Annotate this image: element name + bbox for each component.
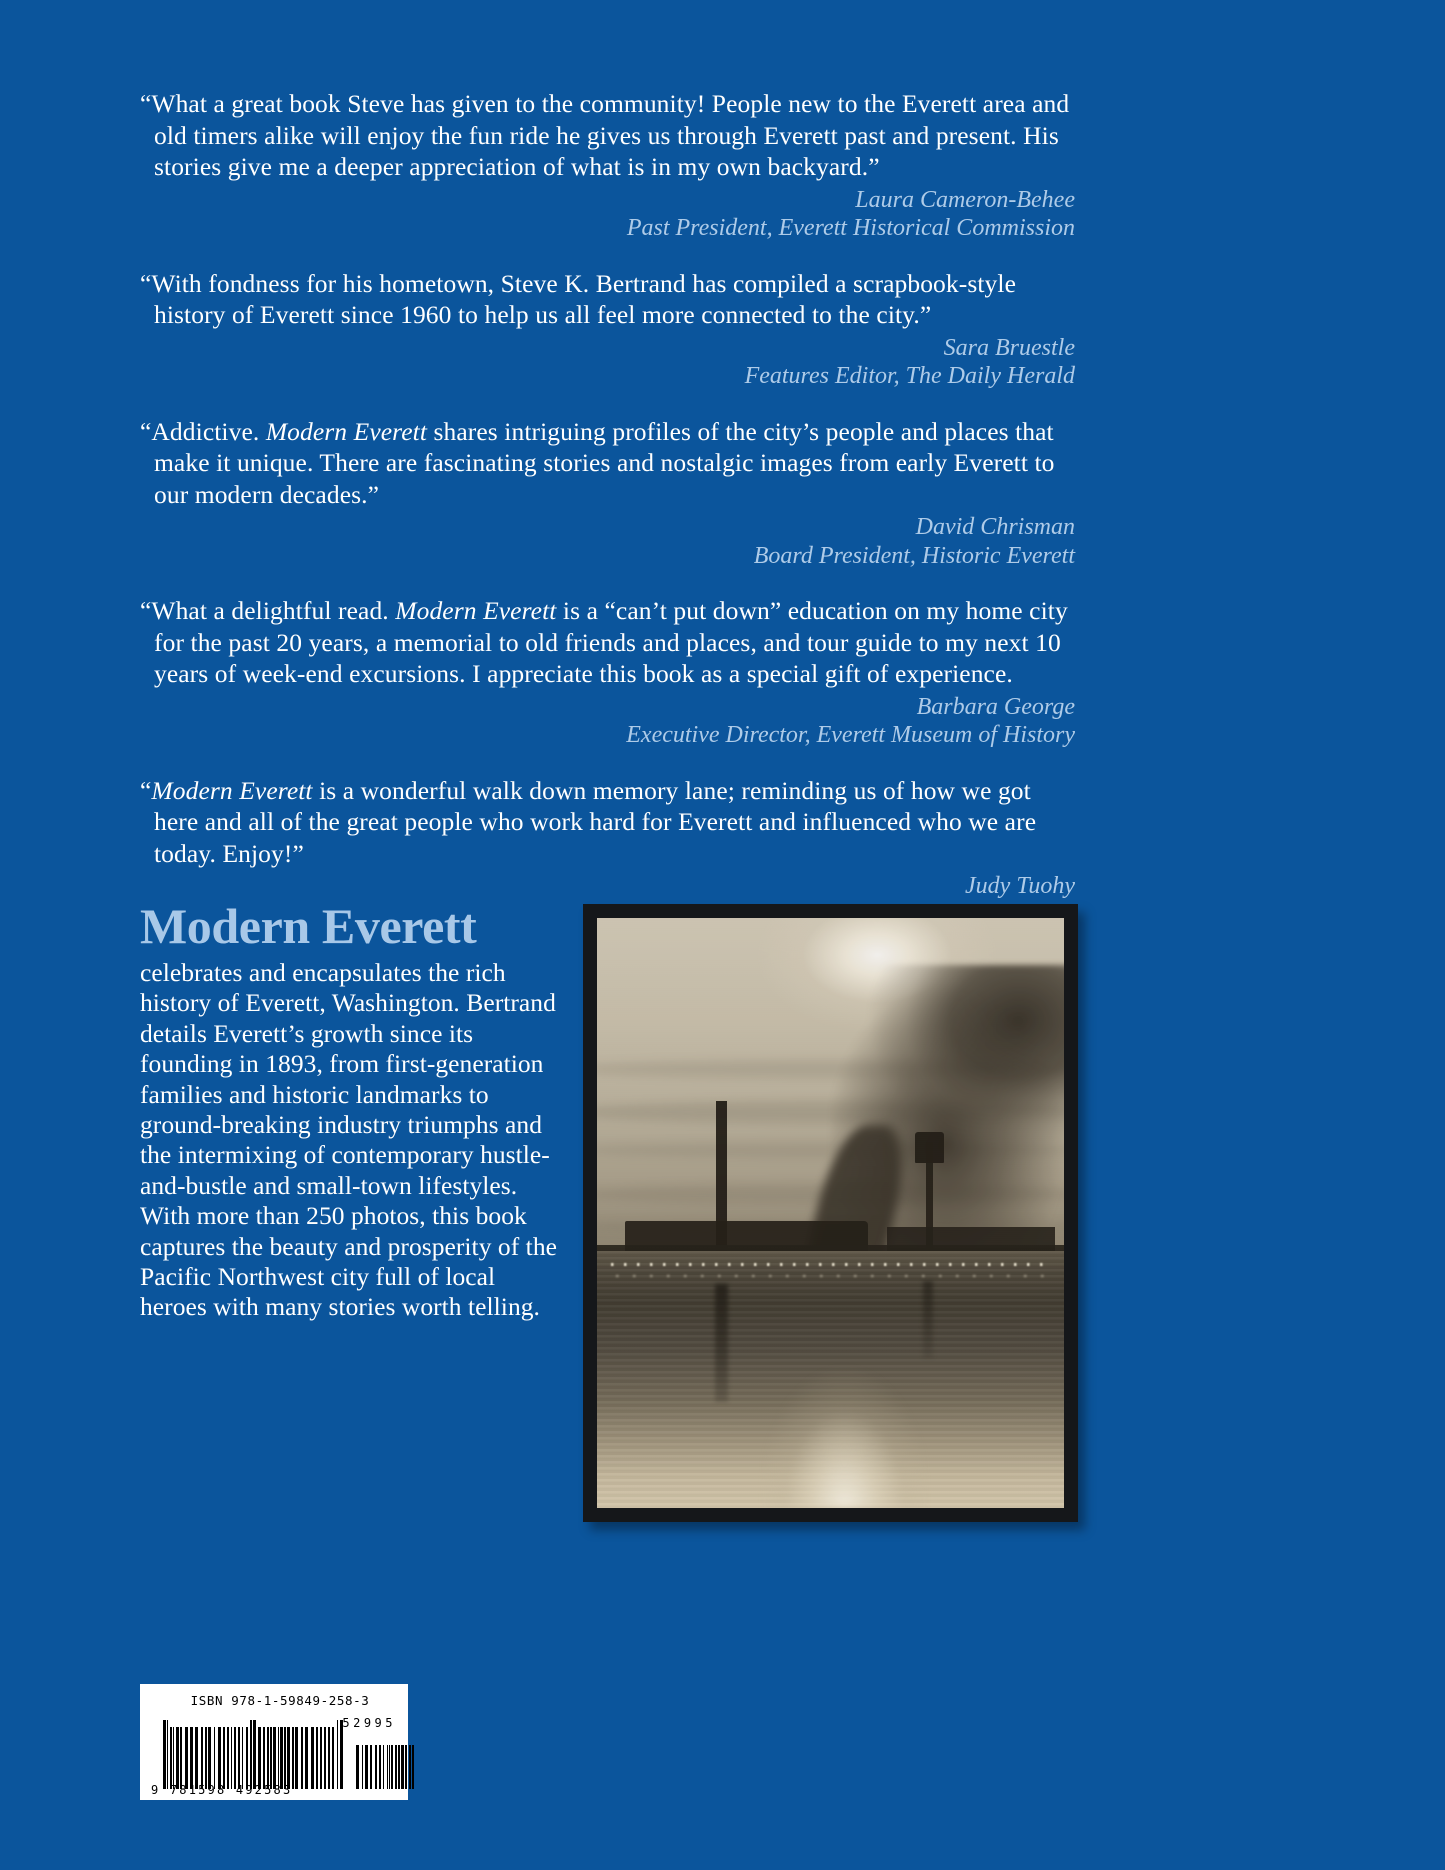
testimonial-4-role: Executive Director, Everett Museum of History (626, 722, 1075, 748)
shore-lights (611, 1263, 1050, 1266)
shore-lights-secondary (616, 1275, 1046, 1277)
testimonial-3 (140, 416, 1075, 571)
page-title: Modern Everett (140, 898, 477, 954)
book-description: celebrates and encapsulates the rich history of Everett, Washington. Bertrand details Everett’s growth since its founding in 1893, from first-generation families and historic landmarks to ground-breaking industry triumphs and the intermixing of contemporary hustle-and-bustle and small-town lifestyles. With more than 250 photos, this book captures the beauty and prosperity of the Pacific Northwest city full of local heroes with many stories worth telling. (140, 958, 557, 1322)
water-tower-reflection (923, 1281, 933, 1358)
sun-glitter-reflection (765, 1318, 924, 1508)
testimonial-1-attribution (140, 186, 1075, 243)
testimonial-4-attribution (140, 693, 1075, 750)
testimonial-2-quote: “With fondness for his hometown, Steve K. Bertrand has compiled a scrapbook-style history of Everett since 1960 to help us all feel more connected to the city.” (140, 268, 1016, 329)
testimonial-3-name: David Chrisman (915, 514, 1075, 540)
photo-image (597, 918, 1064, 1508)
testimonial-2-name: Sara Bruestle (943, 334, 1075, 361)
testimonial-4-name: Barbara George (916, 693, 1075, 720)
testimonial-3-quote: “Addictive. Modern Everett shares intriguing profiles of the city’s people and places that make it unique. There are fascinating stories and nostalgic images from early Everett to our modern decades.” (140, 416, 1055, 509)
barcode-digits: 9 781598 492583 (151, 1783, 293, 1797)
testimonial-4-quote: “What a delightful read. Modern Everett is a “can’t put down” education on my home city for the past 20 years, a memorial to old friends and places, and tour guide to my next 10 years of week-end excursions. I appreciate this book as a special gift of experience. (140, 596, 1068, 688)
photo-frame (583, 904, 1078, 1522)
book-description-column (140, 898, 560, 1323)
testimonial-5-name: Judy Tuohy (965, 873, 1075, 899)
isbn-barcode (140, 1684, 408, 1800)
barcode-bars-main (163, 1727, 346, 1789)
cover-photo (583, 904, 1078, 1522)
testimonial-1-role: Past President, Everett Historical Commission (626, 215, 1075, 241)
smokestack-reflection (715, 1284, 728, 1402)
testimonials-section (140, 88, 1075, 929)
testimonial-1-quote: “What a great book Steve has given to the community! People new to the Everett area and old timers alike will enjoy the fun ride he gives us through Everett past and present. His stories give me a deeper appreciation of what is in my own backyard.” (140, 89, 1070, 181)
testimonial-3-role: Board President, Historic Everett (753, 542, 1075, 569)
testimonial-2 (140, 268, 1075, 391)
testimonial-5-quote: “Modern Everett is a wonderful walk down memory lane; reminding us of how we got here and all of the great people who work hard for Everett and influenced who we are today. Enjoy!” (140, 775, 1037, 868)
testimonial-1 (140, 88, 1075, 243)
testimonial-4 (140, 595, 1075, 750)
isbn-label: ISBN 978-1-59849-258-3 (190, 1693, 370, 1708)
testimonial-3-attribution (140, 513, 1075, 570)
testimonial-2-attribution (140, 334, 1075, 391)
photo-water (597, 1251, 1064, 1508)
testimonial-1-name: Laura Cameron-Behee (855, 186, 1075, 213)
barcode-bars-addon (356, 1745, 415, 1789)
testimonial-2-role: Features Editor, The Daily Herald (744, 363, 1075, 389)
barcode-addon-digits: 52995 (342, 1716, 396, 1730)
